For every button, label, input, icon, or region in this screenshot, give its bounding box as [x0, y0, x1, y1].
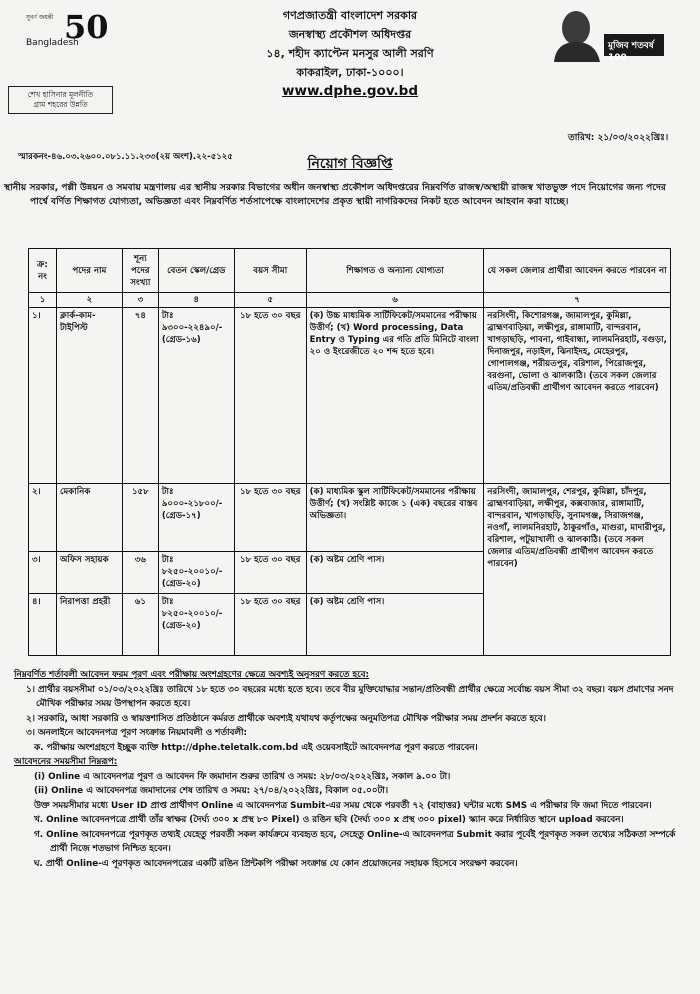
- schedule-heading: আবেদনের সময়সীমা নিম্নরূপ:: [14, 757, 118, 767]
- row-pay-scale: টাঃ ৮২৫০-২০০১০/- (গ্রেড-২০): [158, 594, 234, 656]
- logo-fifty-text: 50: [64, 8, 109, 46]
- row-vacancies: ৬১: [122, 594, 158, 656]
- row-qualification: (ক) অষ্টম শ্রেণি পাস।: [306, 594, 484, 656]
- row-serial: ৩।: [29, 552, 57, 594]
- row-post: মেকানিক: [56, 484, 122, 552]
- row-age-limit: ১৮ হতে ৩০ বছর: [234, 308, 306, 484]
- condition-3: ৩। অনলাইনে আবেদনপত্র পূরণ সংক্রান্ত নিয়মাবলী ও শর্তাবলী:: [26, 728, 248, 738]
- logo-small-text: সুবর্ণ জয়ন্তী: [26, 14, 54, 21]
- header-department: জনস্বাস্থ্য প্রকৌশল অধিদপ্তর: [288, 28, 412, 41]
- column-number-row: [29, 293, 671, 308]
- col-header-qualification: শিক্ষাগত ও অন্যান্য যোগ্যতা: [306, 249, 484, 293]
- row-pay-scale: টাঃ ৯০০০-২১৮০০/- (গ্রেড-১৭): [158, 484, 234, 552]
- row-serial: ২।: [29, 484, 57, 552]
- notice-date: তারিখ: ২১/০৩/২০২২খ্রিঃ।: [568, 133, 669, 143]
- row-vacancies: ১৫৮: [122, 484, 158, 552]
- header-website-link[interactable]: www.dphe.gov.bd: [282, 83, 418, 99]
- condition-ga: গ. Online আবেদনপত্রে পূরণকৃত তথ্যই যেহেতু পরবর্তী সকল কার্যক্রমে ব্যবহৃত হবে, সেহেতু Online-এ আবেদনপত্র Submit করার পূর্বেই পূরণকৃত সকল তথ্যের সঠিকতা সম্পর্কে প্রার্থী নিজে শতভাগ নিশ্চিত হবেন।: [34, 829, 676, 854]
- header-address-city: কাকরাইল, ঢাকা-১০০০।: [296, 66, 404, 79]
- mujib-centenary-logo: [546, 4, 666, 62]
- col-header-pay-scale: বেতন স্কেল/গ্রেড: [158, 249, 234, 293]
- row-pay-scale: টাঃ ৯৩০০-২২৪৯০/- (গ্রেড-১৬): [158, 308, 234, 484]
- row-pay-scale: টাঃ ৮২৫০-২০০১০/- (গ্রেড-২০): [158, 552, 234, 594]
- conditions-section: [14, 668, 686, 871]
- row-ineligible-districts: নরসিংদী, কিশোরগঞ্জ, জামালপুর, কুমিল্লা, ব্রাহ্মণবাড়িয়া, লক্ষীপুর, রাঙ্গামাটি, বান্দরবান, খাগড়াছড়ি, পাবনা, গাইবান্ধা, লালমনিরহাট, বগুড়া, দিনাজপুর, নড়াইল, ঝিনাইদহ, মেহেরপুর, গোপালগঞ্জ, শরীয়তপুর, বরিশাল, পিরোজপুর, বরগুনা, ভোলা ও ঝালকাঠি। (তবে সকল জেলার এতিম/প্রতিবন্ধী প্রার্থীগণ আবেদন করতে পারবেন): [484, 308, 671, 484]
- page-title: নিয়োগ বিজ্ঞপ্তি: [307, 156, 393, 172]
- table-row: [29, 308, 671, 484]
- schedule-start: (i) Online এ আবেদনপত্র পূরণ ও আবেদন ফি জমাদান শুরুর তারিখ ও সময়: ২৮/০৩/২০২২খ্রিঃ, সকাল ৯.০০ টা।: [34, 771, 451, 782]
- row-serial: ৪।: [29, 594, 57, 656]
- col-number: ৪: [158, 293, 234, 308]
- header-government: গণপ্রজাতন্ত্রী বাংলাদেশ সরকার: [282, 9, 418, 22]
- memo-number: স্মারকনং-৪৬.০৩.২৬০০.০৮১.১১.২৩৩(২য় অংশ).২২-৫১২৫: [18, 152, 233, 162]
- header-address-street: ১৪, শহীদ ক্যাপ্টেন মনসুর আলী সরণি: [266, 47, 434, 60]
- row-age-limit: ১৮ হতে ৩০ বছর: [234, 552, 306, 594]
- row-qualification: (ক) উচ্চ মাধ্যমিক সার্টিফিকেট/সমমানের পরীক্ষায় উত্তীর্ণ; (খ) Word processing, Data Entry ও Typing এর গতি প্রতি মিনিটে বাংলা ২০ ও ইংরেজীতে ২০ শব্দ হতে হবে।: [306, 308, 484, 484]
- row-vacancies: ৭৪: [122, 308, 158, 484]
- col-header-age-limit: বয়স সীমা: [234, 249, 306, 293]
- table-header-row: [29, 249, 671, 293]
- row-qualification: (ক) অষ্টম শ্রেণি পাস।: [306, 552, 484, 594]
- col-number: ২: [56, 293, 122, 308]
- row-age-limit: ১৮ হতে ৩০ বছর: [234, 484, 306, 552]
- col-number: ৬: [306, 293, 484, 308]
- slogan-line1: শেখ হাসিনার মূলনীতি: [27, 90, 94, 99]
- col-header-vacancies: শূন্য পদের সংখ্যা: [122, 249, 158, 293]
- condition-kha: খ. Online আবেদনপত্রে প্রার্থী তাঁর স্বাক্ষর (দৈর্ঘ্য ৩০০ x প্রস্থ ৮০ Pixel) ও রঙিন ছবি (দৈর্ঘ্য ৩০০ x প্রস্থ ৩০০ pixel) স্ক্যান করে নির্ধারিত স্থানে upload করবেন।: [34, 815, 624, 825]
- col-header-post: পদের নাম: [56, 249, 122, 293]
- table-row: [29, 484, 671, 552]
- condition-1: ১। প্রার্থীর বয়সসীমা ০১/০৩/২০২২খ্রিঃ তারিখে ১৮ হতে ৩০ বছরের মধ্যে হতে হবে। তবে বীর মুক্তিযোদ্ধার সন্তান/প্রতিবন্ধী প্রার্থীর ক্ষেত্রে সর্বোচ্চ বয়স সীমা ৩২ বছর। বয়স প্রমাণের সনদ মৌখিক পরীক্ষার সময় উপস্থাপন করতে হবে।: [26, 684, 674, 709]
- col-number: ৫: [234, 293, 306, 308]
- col-header-serial: ক্র: নং: [29, 249, 57, 293]
- row-serial: ১।: [29, 308, 57, 484]
- condition-3-ka: ক. পরীক্ষায় অংশগ্রহণে ইচ্ছুক ব্যক্তি http://dphe.teletalk.com.bd এই ওয়েবসাইটে আবেদনপত্র পূরণ করতে পারবেন।: [34, 742, 478, 753]
- condition-gha: ঘ. প্রার্থী Online-এ পূরণকৃত আবেদনপত্রের একটি রঙিন প্রিন্টকপি পরীক্ষা সংক্রান্ত যে কোন প্রয়োজনের সহায়ক হিসেবে সংরক্ষণ করবেন।: [34, 858, 518, 869]
- row-vacancies: ৩৬: [122, 552, 158, 594]
- condition-2: ২। সরকারি, আধা সরকারি ও স্বায়ত্তশাসিত প্রতিষ্ঠানে কর্মরত প্রার্থীকে অবশ্যই যথাযথ কর্তৃপক্ষের অনুমতিপত্র মৌখিক পরীক্ষার সময় প্রদর্শন করতে হবে।: [26, 713, 546, 724]
- conditions-heading: নিম্নবর্ণিত শর্তাবলী আবেদন ফরম পূরণ এবং পরীক্ষায় অংশগ্রহণের ক্ষেত্রে অবশ্যই অনুসরণ করতে হবে:: [14, 670, 370, 680]
- col-number: ৩: [122, 293, 158, 308]
- row-qualification: (ক) মাধ্যমিক স্কুল সার্টিফিকেট/সমমানের পরীক্ষায় উত্তীর্ণ; (খ) সংশ্লিষ্ট কাজে ১ (এক) বছরের বাস্তব অভিজ্ঞতা।: [306, 484, 484, 552]
- centenary-label: মুজিব শতবর্ষ 100: [608, 41, 654, 63]
- intro-paragraph: স্থানীয় সরকার, পল্লী উন্নয়ন ও সমবায় মন্ত্রণালয় এর স্থানীয় সরকার বিভাগের অধীন জনস্বাস্থ্য প্রকৌশল অধিদপ্তরের নিম্নবর্ণিত রাজস্ব/অস্থায়ী রাজস্ব খাতভুক্ত পদে নিয়োগের জন্য পদের পার্শ্বে বর্ণিত শিক্ষাগত যোগ্যতা, অভিজ্ঞতা এবং নিম্নবর্ণিত শর্তসাপেক্ষে বাংলাদেশের প্রকৃত স্থায়ী নাগরিকদের নিকট হতে আবেদন আহবান করা যাচ্ছে।: [4, 182, 666, 207]
- logo-bangladesh-text: Bangladesh: [26, 38, 79, 48]
- col-number: ৭: [484, 293, 671, 308]
- schedule-end: (ii) Online এ আবেদনপত্র জমাদানের শেষ তারিখ ও সময়: ২৭/০৪/২০২২খ্রিঃ, বিকাল ০৫.০০টা।: [34, 786, 388, 796]
- row-age-limit: ১৮ হতে ৩০ বছর: [234, 594, 306, 656]
- schedule-fee-note: উক্ত সময়সীমার মধ্যে User ID প্রাপ্ত প্রার্থীগণ Online এ আবেদনপত্র Sumbit-এর সময় থেকে পরবর্তী ৭২ (বাহাত্তর) ঘন্টার মধ্যে SMS এ পরীক্ষার ফি জমা দিতে পারবেন।: [34, 800, 652, 811]
- row-post: অফিস সহায়ক: [56, 552, 122, 594]
- vacancy-table: [28, 248, 671, 656]
- row-post: ক্লার্ক-কাম-টাইপিস্ট: [56, 308, 122, 484]
- row-ineligible-districts: নরসিংদী, জামালপুর, শেরপুর, কুমিল্লা, চাঁদপুর, ব্রাহ্মণবাড়িয়া, লক্ষীপুর, কক্সবাজার, রাঙ্গামাটি, বান্দরবান, খাগড়াছড়ি, সুনামগঞ্জ, সিরাজগঞ্জ, নওগাঁ, লালমনিরহাট, ঠাকুরগাঁও, মাগুরা, মাদারীপুর, বরিশাল, পটুয়াখালী ও ঝালকাঠি। (তবে সকল জেলার এতিম/প্রতিবন্ধী প্রার্থীগণ আবেদন করতে পারবেন): [484, 484, 671, 656]
- col-number: ১: [29, 293, 57, 308]
- row-post: নিরাপত্তা প্রহরী: [56, 594, 122, 656]
- slogan-line2: গ্রাম শহরের উন্নতি: [33, 100, 88, 109]
- col-header-ineligible-districts: যে সকল জেলার প্রার্থীরা আবেদন করতে পারবেন না: [484, 249, 671, 293]
